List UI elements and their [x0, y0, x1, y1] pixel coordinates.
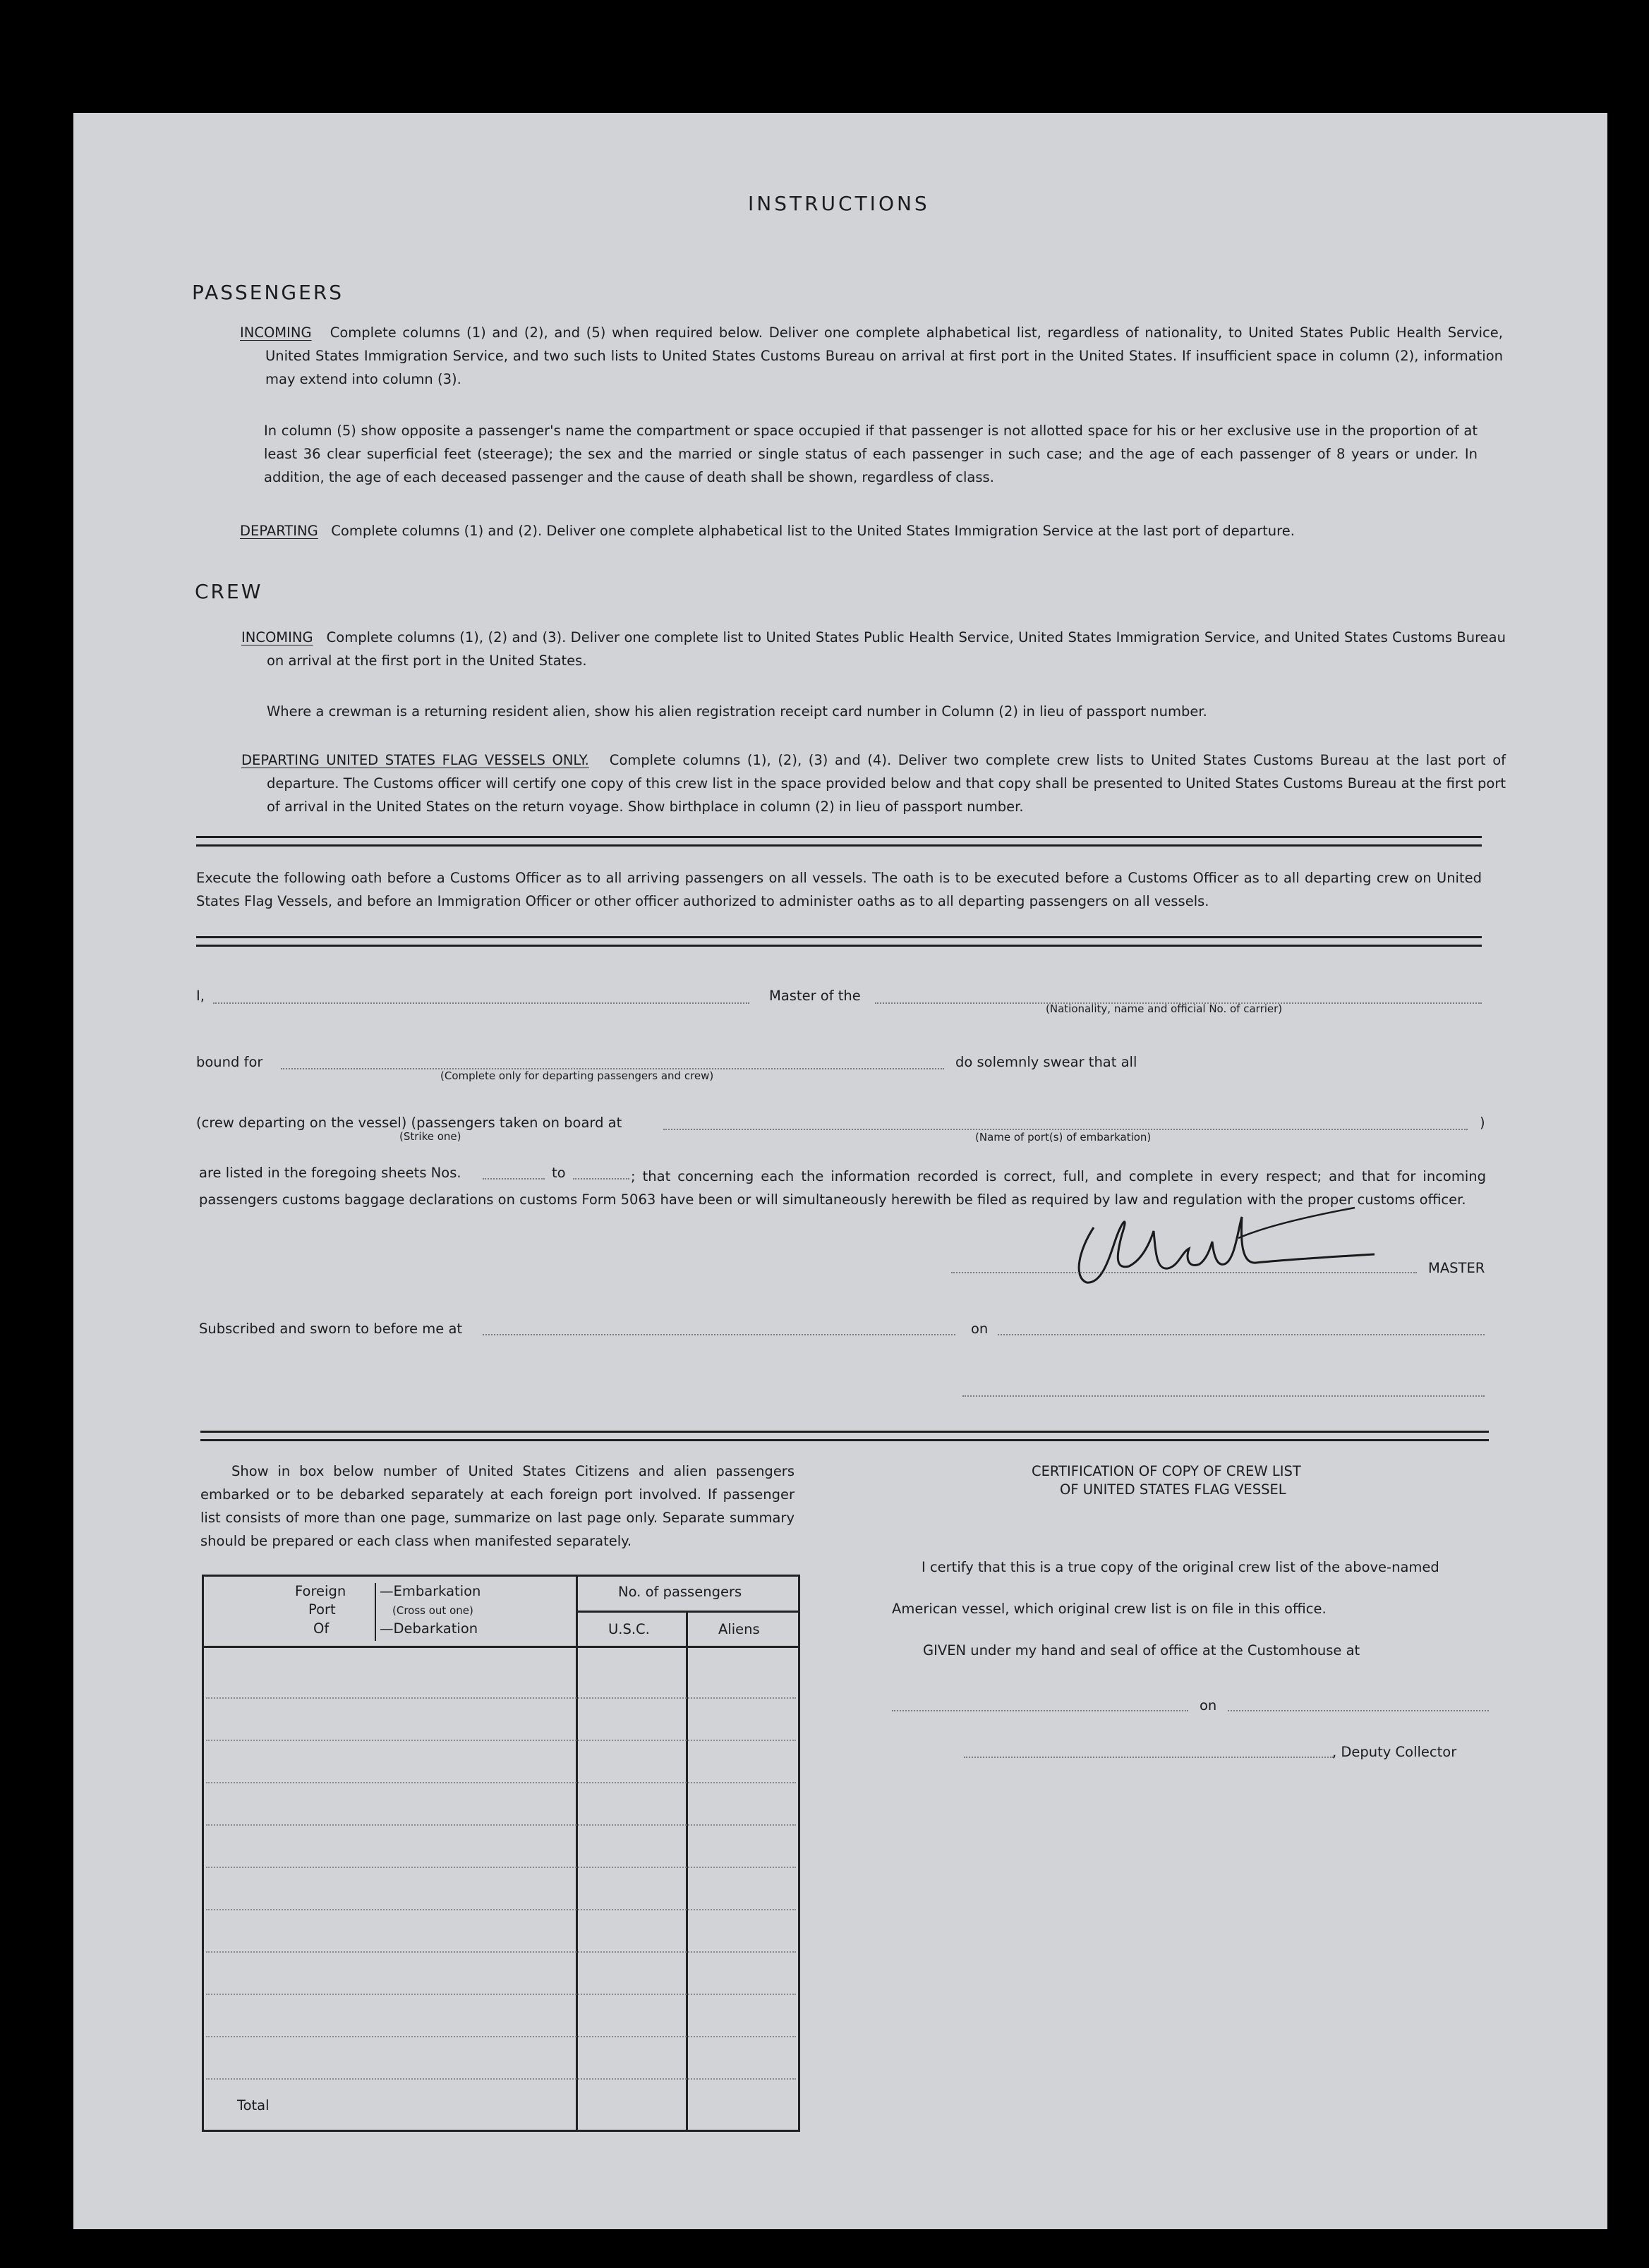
swear-label: do solemnly swear that all: [955, 1054, 1137, 1070]
certification-heading-2: OF UNITED STATES FLAG VESSEL: [1060, 1481, 1286, 1498]
debarkation-label: —Debarkation: [380, 1620, 478, 1637]
crew-incoming-text: Complete columns (1), (2) and (3). Deliver one complete list to United States Public Health Service, United States Immigration Service, and United States Customs Bureau on arrival at the first port in the United States.: [267, 629, 1506, 669]
passengers-departing-label: DEPARTING: [240, 523, 318, 539]
listed-text-2-content: ; that concerning each the information recorded is correct, full, and complete in every respect; and that for incoming passengers customs baggage declarations on customs Form 5063 have been or will simultaneously herewith be filed as required by law and regulation with the proper customs officer.: [199, 1168, 1486, 1208]
table-row[interactable]: [206, 1824, 796, 1826]
bound-for-caption: (Complete only for departing passengers and crew): [440, 1069, 714, 1082]
table-row[interactable]: [206, 1951, 796, 1953]
passengers-incoming-label: INCOMING: [240, 325, 312, 341]
close-paren: ): [1480, 1115, 1485, 1131]
embarkation-port-field[interactable]: [663, 1129, 1468, 1130]
table-row[interactable]: [206, 1740, 796, 1741]
aliens-label: Aliens: [718, 1621, 760, 1637]
certification-date-field[interactable]: [1228, 1710, 1489, 1711]
master-of-the-label: Master of the: [769, 988, 861, 1004]
carrier-caption: (Nationality, name and official No. of carrier): [1046, 1002, 1283, 1015]
deputy-signature-field[interactable]: [964, 1757, 1334, 1758]
subscribed-label: Subscribed and sworn to before me at: [199, 1321, 463, 1337]
subscribed-on-label: on: [971, 1321, 989, 1337]
subscribed-place-field[interactable]: [483, 1334, 955, 1335]
usc-label: U.S.C.: [608, 1621, 650, 1637]
table-row[interactable]: [206, 2036, 796, 2037]
crew-departing-paragraph: [241, 748, 1506, 818]
deputy-collector-label: , Deputy Collector: [1332, 1744, 1457, 1760]
master-name-field[interactable]: [213, 1002, 749, 1004]
customhouse-field[interactable]: [892, 1710, 1188, 1711]
passengers-departing-text: Complete columns (1) and (2). Deliver one complete alphabetical list to the United States Immigration Service at the last port of departure.: [331, 523, 1295, 539]
total-label: Total: [237, 2097, 270, 2114]
given-line: GIVEN under my hand and seal of office at the Customhouse at: [923, 1642, 1360, 1658]
crew-departing-text: Complete columns (1), (2), (3) and (4). Deliver two complete crew lists to United States Customs Bureau at the last port of departure. The Customs officer will certify one copy of this crew list in the space provided below and that copy shall be presented to United States Customs Bureau at the first port of arrival in the United States on the return voyage. Show birthplace in column (2) in lieu of passport number.: [267, 752, 1506, 815]
passengers-column5-paragraph: In column (5) show opposite a passenger's name the compartment or space occupied if that passenger is not allotted space for his or her exclusive use in the proportion of at least 36 clear superficial feet (steerage); the sex and the married or single status of each passenger in such case; and the age of each passenger of 8 years or under. In addition, the age of each deceased passenger and the cause of death shall be shown, regardless of class.: [264, 423, 1478, 485]
bound-for-label: bound for: [196, 1054, 263, 1070]
col-foreign-label: Foreign: [295, 1583, 346, 1599]
listed-to-label: to: [552, 1165, 566, 1181]
page-title: INSTRUCTIONS: [748, 192, 930, 215]
passengers-incoming-paragraph: [240, 321, 1503, 391]
summary-instructions: Show in box below number of United States Citizens and alien passengers embarked or to be debarked separately at each foreign port involved. If passenger list consists of more than one page, summarize on last page only. Separate summary should be prepared or each class when manifested separately.: [200, 1463, 795, 1549]
summary-port-column-divider: [576, 1576, 578, 2130]
strike-one-caption: (Strike one): [399, 1130, 461, 1143]
summary-aliens-column-divider: [686, 1611, 688, 2130]
subscribed-date-field[interactable]: [998, 1334, 1485, 1335]
passengers-departing-paragraph: [240, 519, 1478, 542]
summary-header-divider: [203, 1646, 799, 1648]
table-row[interactable]: [206, 1697, 796, 1699]
col-port-label: Port: [308, 1601, 336, 1618]
port-caption: (Name of port(s) of embarkation): [975, 1131, 1152, 1144]
crew-resident-paragraph: Where a crewman is a returning resident alien, show his alien registration receipt card number in Column (2) in lieu of passport number.: [267, 703, 1207, 720]
certification-on-label: on: [1200, 1697, 1217, 1714]
master-label: MASTER: [1428, 1260, 1485, 1276]
crew-incoming-paragraph: [241, 626, 1506, 672]
divider-rule: [196, 936, 1482, 947]
officer-signature-field[interactable]: [962, 1395, 1485, 1397]
certify-line-1: I certify that this is a true copy of the original crew list of the above-named: [922, 1559, 1439, 1575]
divider-rule: [200, 1431, 1489, 1441]
cross-out-caption: (Cross out one): [392, 1604, 473, 1617]
col-of-label: Of: [313, 1620, 330, 1637]
divider-rule: [196, 836, 1482, 847]
crew-departing-label: (crew departing on the vessel) (passengers taken on board at: [196, 1115, 622, 1131]
crew-heading: CREW: [195, 580, 263, 603]
passengers-heading: PASSENGERS: [192, 281, 344, 304]
summary-table: [202, 1575, 800, 2132]
table-row[interactable]: [206, 1994, 796, 1995]
oath-instructions: Execute the following oath before a Customs Officer as to all arriving passengers on all vessels. The oath is to be executed before a Customs Officer as to all departing crew on United States Flag Vessels, and before an Immigration Officer or other officer authorized to administer oaths as to all departing passengers on all vessels.: [196, 870, 1482, 909]
certify-line-2: American vessel, which original crew list is on file in this office.: [892, 1601, 1327, 1617]
table-row[interactable]: [206, 1909, 796, 1910]
master-signature: [1073, 1199, 1383, 1291]
passengers-incoming-text: Complete columns (1) and (2), and (5) when required below. Deliver one complete alphabetical list, regardless of nationality, to United States Public Health Service, United States Immigration Service, and two such lists to United States Customs Bureau on arrival at first port in the United States. If insufficient space in column (2), information may extend into column (3).: [265, 325, 1503, 387]
table-row[interactable]: [206, 1867, 796, 1868]
embarkation-label: —Embarkation: [380, 1583, 481, 1599]
table-row[interactable]: [206, 2078, 796, 2080]
no-passengers-label: No. of passengers: [618, 1584, 742, 1600]
master-signature-line[interactable]: [951, 1272, 1417, 1273]
crew-departing-label: DEPARTING UNITED STATES FLAG VESSELS ONLY.: [241, 752, 589, 768]
listed-text-1: are listed in the foregoing sheets Nos.: [199, 1165, 461, 1181]
table-row[interactable]: [206, 1782, 796, 1783]
crew-incoming-label: INCOMING: [241, 629, 313, 645]
certification-heading-1: CERTIFICATION OF COPY OF CREW LIST: [1032, 1463, 1301, 1479]
oath-i-label: I,: [196, 988, 205, 1004]
header-mark: [375, 1583, 376, 1641]
